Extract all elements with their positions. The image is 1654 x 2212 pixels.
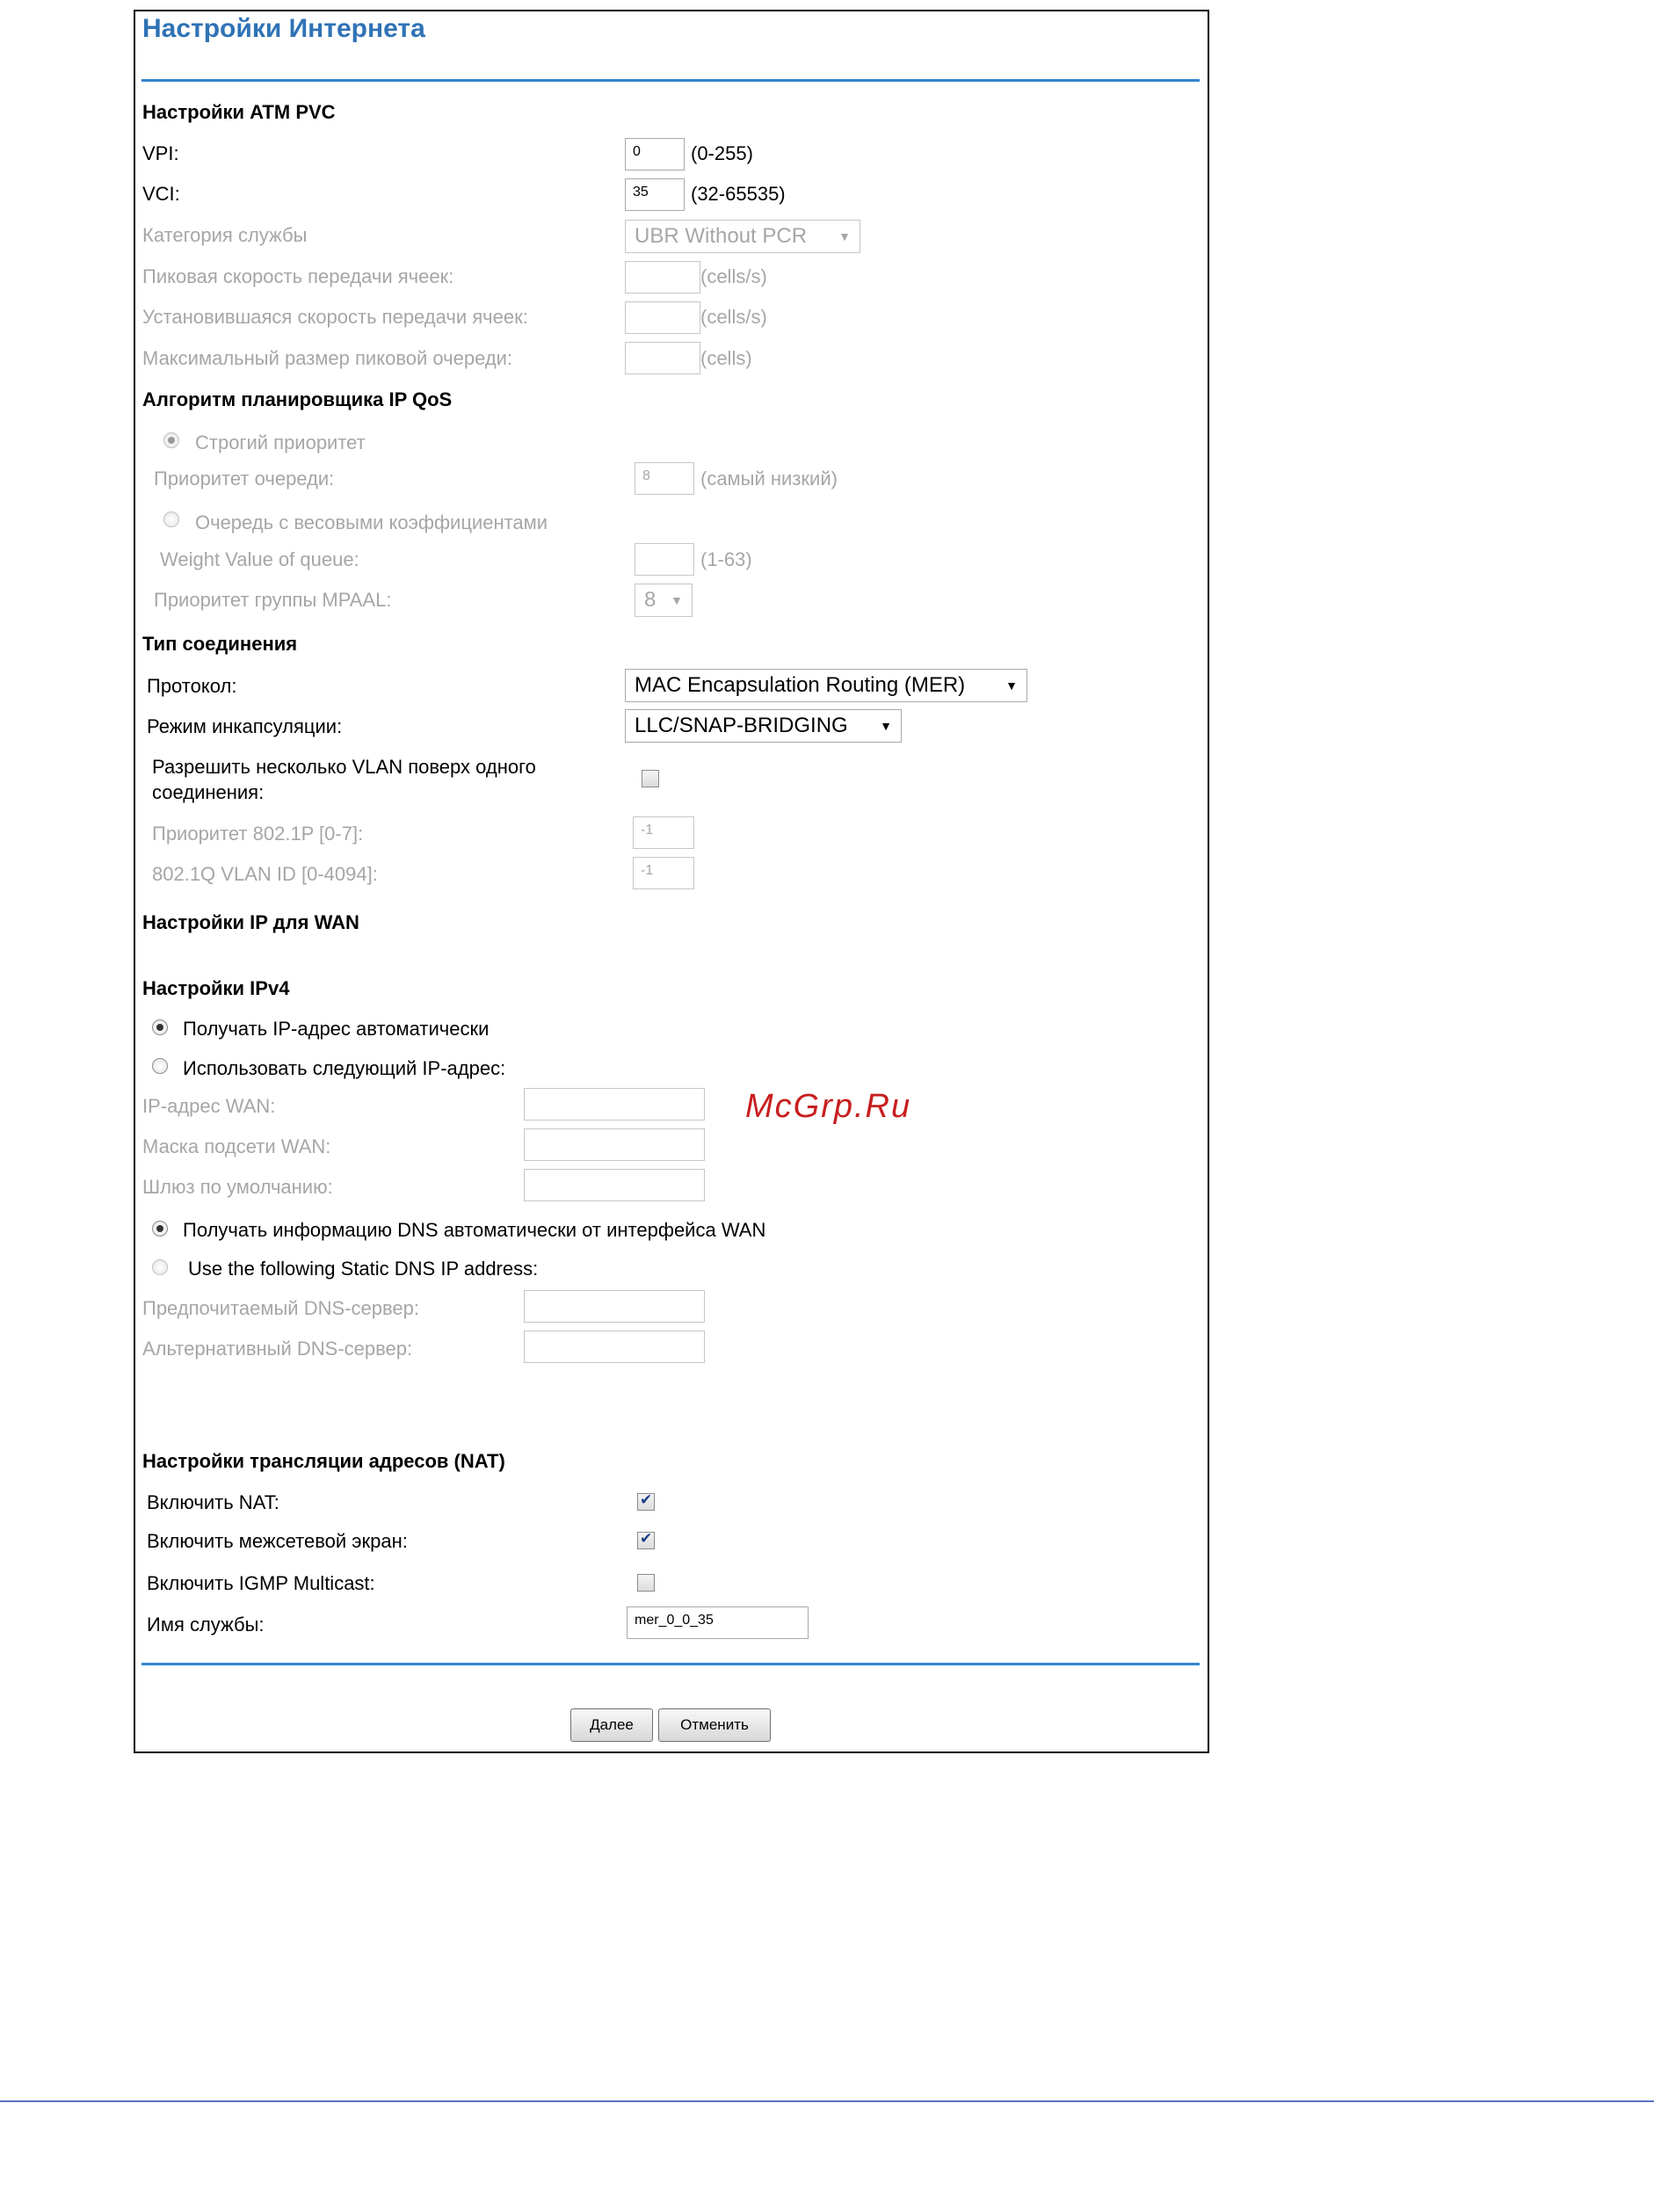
alternate-dns-label: Альтернативный DNS-сервер: bbox=[142, 1338, 413, 1360]
encapsulation-label: Режим инкапсуляции: bbox=[147, 715, 343, 737]
connection-type-heading: Тип соединения bbox=[142, 633, 298, 655]
qos-heading: Алгоритм планировщика IP QoS bbox=[142, 388, 453, 410]
encapsulation-select[interactable] bbox=[625, 709, 902, 743]
alternate-dns-input[interactable] bbox=[524, 1331, 705, 1363]
wan-ip-input[interactable] bbox=[524, 1088, 705, 1121]
service-category-select[interactable] bbox=[625, 220, 860, 253]
chevron-down-icon: ▼ bbox=[1005, 678, 1018, 693]
max-burst-size-input[interactable] bbox=[625, 342, 700, 374]
weighted-queue-radio[interactable] bbox=[163, 511, 179, 527]
static-dns-radio[interactable] bbox=[152, 1259, 168, 1275]
auto-dns-radio[interactable] bbox=[152, 1221, 168, 1237]
priority-8021p-label: Приоритет 802.1P [0-7]: bbox=[152, 823, 364, 845]
weighted-queue-label: Очередь с весовыми коэффициентами bbox=[195, 511, 548, 533]
queue-priority-input[interactable]: 8 bbox=[635, 462, 694, 495]
vci-range-hint: (32-65535) bbox=[691, 183, 786, 205]
mpaal-priority-label: Приоритет группы MPAAL: bbox=[154, 589, 392, 611]
vpi-range-hint: (0-255) bbox=[691, 142, 753, 164]
peak-cell-rate-unit: (cells/s) bbox=[700, 265, 767, 287]
preferred-dns-input[interactable] bbox=[524, 1290, 705, 1323]
vpi-label: VPI: bbox=[142, 142, 179, 164]
enable-igmp-checkbox[interactable] bbox=[637, 1574, 655, 1592]
chevron-down-icon: ▼ bbox=[838, 229, 851, 243]
footer-divider bbox=[141, 1663, 1200, 1665]
enable-firewall-label: Включить межсетевой экран: bbox=[147, 1530, 408, 1552]
multi-vlan-label-line1: Разрешить несколько VLAN поверх одного bbox=[152, 756, 536, 778]
sustained-cell-rate-input[interactable] bbox=[625, 301, 700, 334]
strict-priority-radio[interactable] bbox=[163, 432, 179, 448]
vpi-input[interactable]: 0 bbox=[625, 138, 685, 170]
auto-dns-label: Получать информацию DNS автоматически от интерфейса WAN bbox=[183, 1219, 766, 1241]
atm-pvc-heading: Настройки ATM PVC bbox=[142, 101, 336, 123]
encapsulation-value: LLC/SNAP-BRIDGING bbox=[635, 714, 848, 737]
priority-8021p-input[interactable]: -1 bbox=[633, 816, 694, 849]
mpaal-priority-value: 8 bbox=[644, 588, 657, 612]
enable-nat-label: Включить NAT: bbox=[147, 1491, 279, 1513]
watermark-logo: McGrp.Ru bbox=[745, 1088, 912, 1125]
vci-label: VCI: bbox=[142, 183, 180, 205]
title-divider bbox=[141, 79, 1200, 82]
multi-vlan-checkbox[interactable] bbox=[642, 770, 659, 787]
peak-cell-rate-input[interactable] bbox=[625, 261, 700, 294]
preferred-dns-label: Предпочитаемый DNS-сервер: bbox=[142, 1297, 419, 1319]
enable-nat-checkbox[interactable] bbox=[637, 1493, 655, 1511]
static-dns-label: Use the following Static DNS IP address: bbox=[188, 1258, 539, 1280]
multi-vlan-label-line2: соединения: bbox=[152, 781, 265, 803]
peak-cell-rate-label: Пиковая скорость передачи ячеек: bbox=[142, 265, 454, 287]
strict-priority-label: Строгий приоритет bbox=[195, 432, 366, 453]
gateway-input[interactable] bbox=[524, 1169, 705, 1201]
weight-value-label: Weight Value of queue: bbox=[160, 548, 359, 570]
vlan-id-input[interactable]: -1 bbox=[633, 857, 694, 889]
nat-heading: Настройки трансляции адресов (NAT) bbox=[142, 1450, 505, 1472]
wan-ip-label: IP-адрес WAN: bbox=[142, 1095, 276, 1117]
vlan-id-label: 802.1Q VLAN ID [0-4094]: bbox=[152, 863, 378, 885]
sustained-cell-rate-label: Установившаяся скорость передачи ячеек: bbox=[142, 306, 528, 328]
subnet-mask-label: Маска подсети WAN: bbox=[142, 1135, 331, 1157]
static-ip-radio[interactable] bbox=[152, 1058, 168, 1074]
queue-priority-hint: (самый низкий) bbox=[700, 468, 838, 490]
service-name-label: Имя службы: bbox=[147, 1614, 265, 1635]
weight-value-input[interactable] bbox=[635, 543, 694, 576]
gateway-label: Шлюз по умолчанию: bbox=[142, 1176, 333, 1198]
cancel-button[interactable]: Отменить bbox=[658, 1708, 771, 1742]
protocol-select[interactable] bbox=[625, 669, 1027, 702]
auto-ip-label: Получать IP-адрес автоматически bbox=[183, 1018, 490, 1040]
subnet-mask-input[interactable] bbox=[524, 1128, 705, 1161]
enable-firewall-checkbox[interactable] bbox=[637, 1532, 655, 1549]
chevron-down-icon: ▼ bbox=[880, 719, 892, 733]
service-category-value: UBR Without PCR bbox=[635, 224, 808, 248]
page-title: Настройки Интернета bbox=[142, 14, 425, 43]
max-burst-size-label: Максимальный размер пиковой очереди: bbox=[142, 347, 513, 369]
auto-ip-radio[interactable] bbox=[152, 1019, 168, 1035]
enable-igmp-label: Включить IGMP Multicast: bbox=[147, 1572, 375, 1594]
max-burst-size-unit: (cells) bbox=[700, 347, 752, 369]
page-bottom-rule bbox=[0, 2100, 1654, 2102]
service-name-input[interactable]: mer_0_0_35 bbox=[627, 1606, 809, 1639]
sustained-cell-rate-unit: (cells/s) bbox=[700, 306, 767, 328]
ipv4-heading: Настройки IPv4 bbox=[142, 977, 290, 999]
protocol-value: MAC Encapsulation Routing (MER) bbox=[635, 673, 966, 697]
protocol-label: Протокол: bbox=[147, 675, 237, 697]
service-category-label: Категория службы bbox=[142, 224, 308, 246]
vci-input[interactable]: 35 bbox=[625, 178, 685, 211]
wan-ip-heading: Настройки IP для WAN bbox=[142, 911, 359, 933]
next-button[interactable]: Далее bbox=[570, 1708, 653, 1742]
weight-value-hint: (1-63) bbox=[700, 548, 752, 570]
queue-priority-label: Приоритет очереди: bbox=[154, 468, 335, 490]
static-ip-label: Использовать следующий IP-адрес: bbox=[183, 1057, 506, 1079]
chevron-down-icon: ▼ bbox=[671, 593, 683, 607]
mpaal-priority-select[interactable] bbox=[635, 584, 693, 617]
